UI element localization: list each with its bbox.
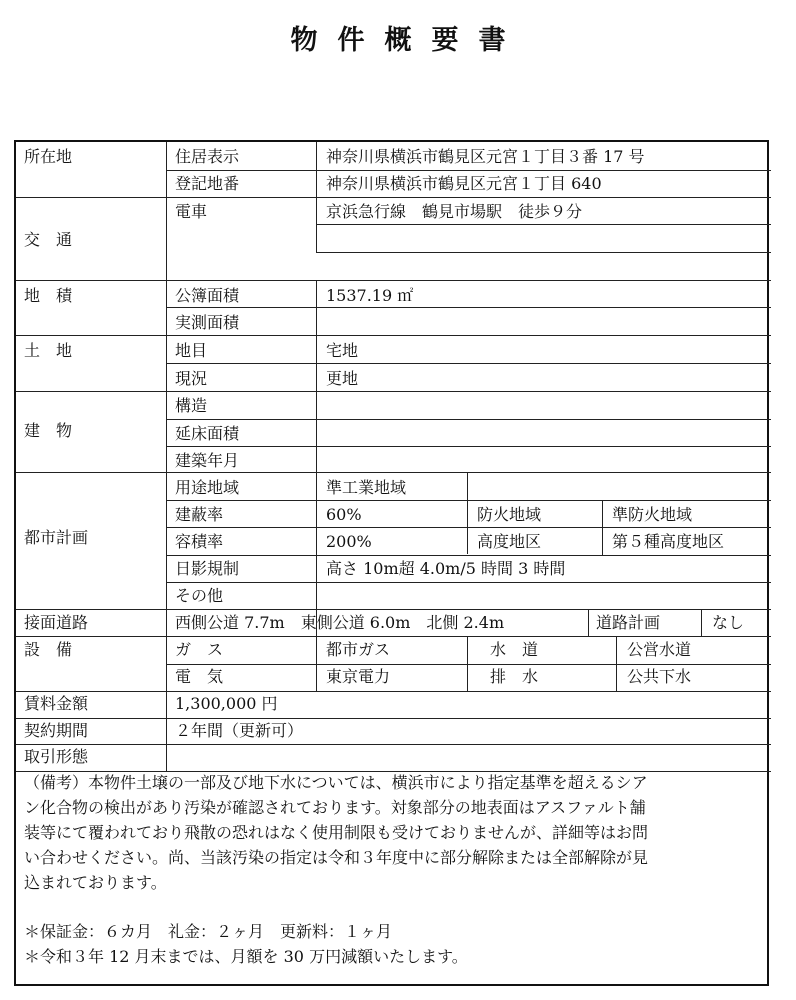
registered-area-value: 1537.19 ㎡ (326, 286, 414, 305)
row-divider (16, 335, 771, 336)
column-divider (701, 609, 702, 636)
drain-label: 排 水 (490, 667, 539, 686)
land-area-label: 地 積 (24, 286, 73, 305)
electric-value: 東京電力 (326, 667, 391, 686)
use-zone-value: 準工業地域 (326, 478, 407, 497)
gas-value: 都市ガス (326, 640, 391, 659)
gas-label: ガ ス (175, 640, 224, 659)
row-divider (316, 224, 771, 225)
column-divider (602, 500, 603, 555)
row-divider (166, 419, 771, 420)
column-divider (467, 472, 468, 554)
remark-line: ン化合物の検出があり汚染が確認されております。対象部分の地表面はアスファルト舗 (24, 798, 646, 817)
row-divider (166, 664, 771, 665)
row-divider (166, 555, 771, 556)
row-divider (16, 609, 771, 610)
road-plan-value: なし (712, 613, 745, 632)
land-label: 土 地 (24, 341, 73, 360)
remarks-section (24, 770, 764, 969)
column-divider (316, 280, 317, 636)
column-divider (588, 609, 589, 636)
address-label: 住居表示 (175, 147, 240, 166)
fire-value: 準防火地域 (612, 505, 693, 524)
coverage-label: 建蔽率 (175, 505, 224, 524)
remark-line: い合わせください。尚、当該汚染の指定は令和３年度中に部分解除または全部解除が見 (24, 848, 649, 867)
row-divider (166, 500, 771, 501)
deposit-note: ＊保証金：６カ月 礼金：２ヶ月 更新料：１ヶ月 (24, 922, 393, 941)
train-label: 電車 (175, 202, 208, 221)
row-divider (16, 391, 771, 392)
row-divider (166, 307, 771, 308)
road-value: 西側公道 7.7m 東側公道 6.0m 北側 2.4m (175, 613, 505, 632)
shadow-value: 高さ 10m超 4.0m/5 時間 3 時間 (326, 559, 566, 578)
lot-label: 登記地番 (175, 174, 240, 193)
height-label: 高度地区 (477, 532, 542, 551)
lot-value: 神奈川県横浜市鶴見区元宮１丁目 640 (326, 174, 602, 193)
floor-area-label: 延床面積 (175, 424, 240, 443)
term-label: 契約期間 (24, 721, 89, 740)
registered-area-label: 公簿面積 (175, 286, 240, 305)
water-label: 水 道 (490, 640, 539, 659)
remark-line: 込まれております。 (24, 873, 167, 892)
row-divider (16, 280, 771, 281)
row-divider (166, 527, 771, 528)
column-divider (467, 636, 468, 691)
column-divider (166, 142, 167, 771)
term-value: ２年間（更新可） (175, 721, 304, 740)
row-divider (16, 472, 771, 473)
water-value: 公営水道 (627, 640, 692, 659)
planning-label: 都市計画 (24, 528, 89, 547)
rent-value: 1,300,000 円 (175, 694, 278, 713)
row-divider (166, 582, 771, 583)
other-label: その他 (175, 586, 224, 605)
page-title: 物件概要書 (290, 25, 526, 56)
row-divider (166, 446, 771, 447)
road-label: 接面道路 (24, 613, 89, 632)
land-status-value: 更地 (326, 369, 359, 388)
row-divider (316, 252, 771, 253)
structure-label: 構造 (175, 396, 208, 415)
land-status-label: 現況 (175, 369, 208, 388)
fire-label: 防火地域 (477, 505, 542, 524)
address-value: 神奈川県横浜市鶴見区元宮１丁目３番 17 号 (326, 147, 645, 166)
coverage-value: 60% (326, 505, 362, 524)
row-divider (166, 363, 771, 364)
column-divider (616, 636, 617, 691)
train-value: 京浜急行線 鶴見市場駅 徒歩９分 (326, 202, 583, 221)
transaction-label: 取引形態 (24, 747, 89, 766)
location-label: 所在地 (24, 147, 73, 166)
land-category-value: 宅地 (326, 341, 359, 360)
row-divider (16, 691, 771, 692)
building-label: 建 物 (24, 421, 73, 440)
remark-line: 装等にて覆われており飛散の恐れはなく使用制限も受けておりませんが、詳細等はお問 (24, 823, 649, 842)
transport-label: 交 通 (24, 230, 73, 249)
row-divider (166, 170, 771, 171)
land-category-label: 地目 (175, 341, 208, 360)
far-value: 200% (326, 532, 372, 551)
shadow-label: 日影規制 (175, 559, 240, 578)
row-divider (16, 197, 771, 198)
row-divider (16, 718, 771, 719)
row-divider (16, 744, 771, 745)
discount-note: ＊令和３年 12 月末までは、月額を 30 万円減額いたします。 (24, 947, 468, 966)
far-label: 容積率 (175, 532, 224, 551)
electric-label: 電 気 (175, 667, 224, 686)
row-divider (16, 636, 771, 637)
rent-label: 賃料金額 (24, 694, 89, 713)
built-label: 建築年月 (175, 451, 240, 470)
remark-line: （備考）本物件土壌の一部及び地下水については、横浜市により指定基準を超えるシア (24, 773, 648, 792)
height-value: 第５種高度地区 (612, 532, 725, 551)
road-plan-label: 道路計画 (596, 613, 661, 632)
measured-area-label: 実測面積 (175, 313, 240, 332)
use-zone-label: 用途地域 (175, 478, 240, 497)
facilities-label: 設 備 (24, 640, 73, 659)
column-divider (316, 636, 317, 691)
drain-value: 公共下水 (627, 667, 692, 686)
column-divider (316, 142, 317, 252)
